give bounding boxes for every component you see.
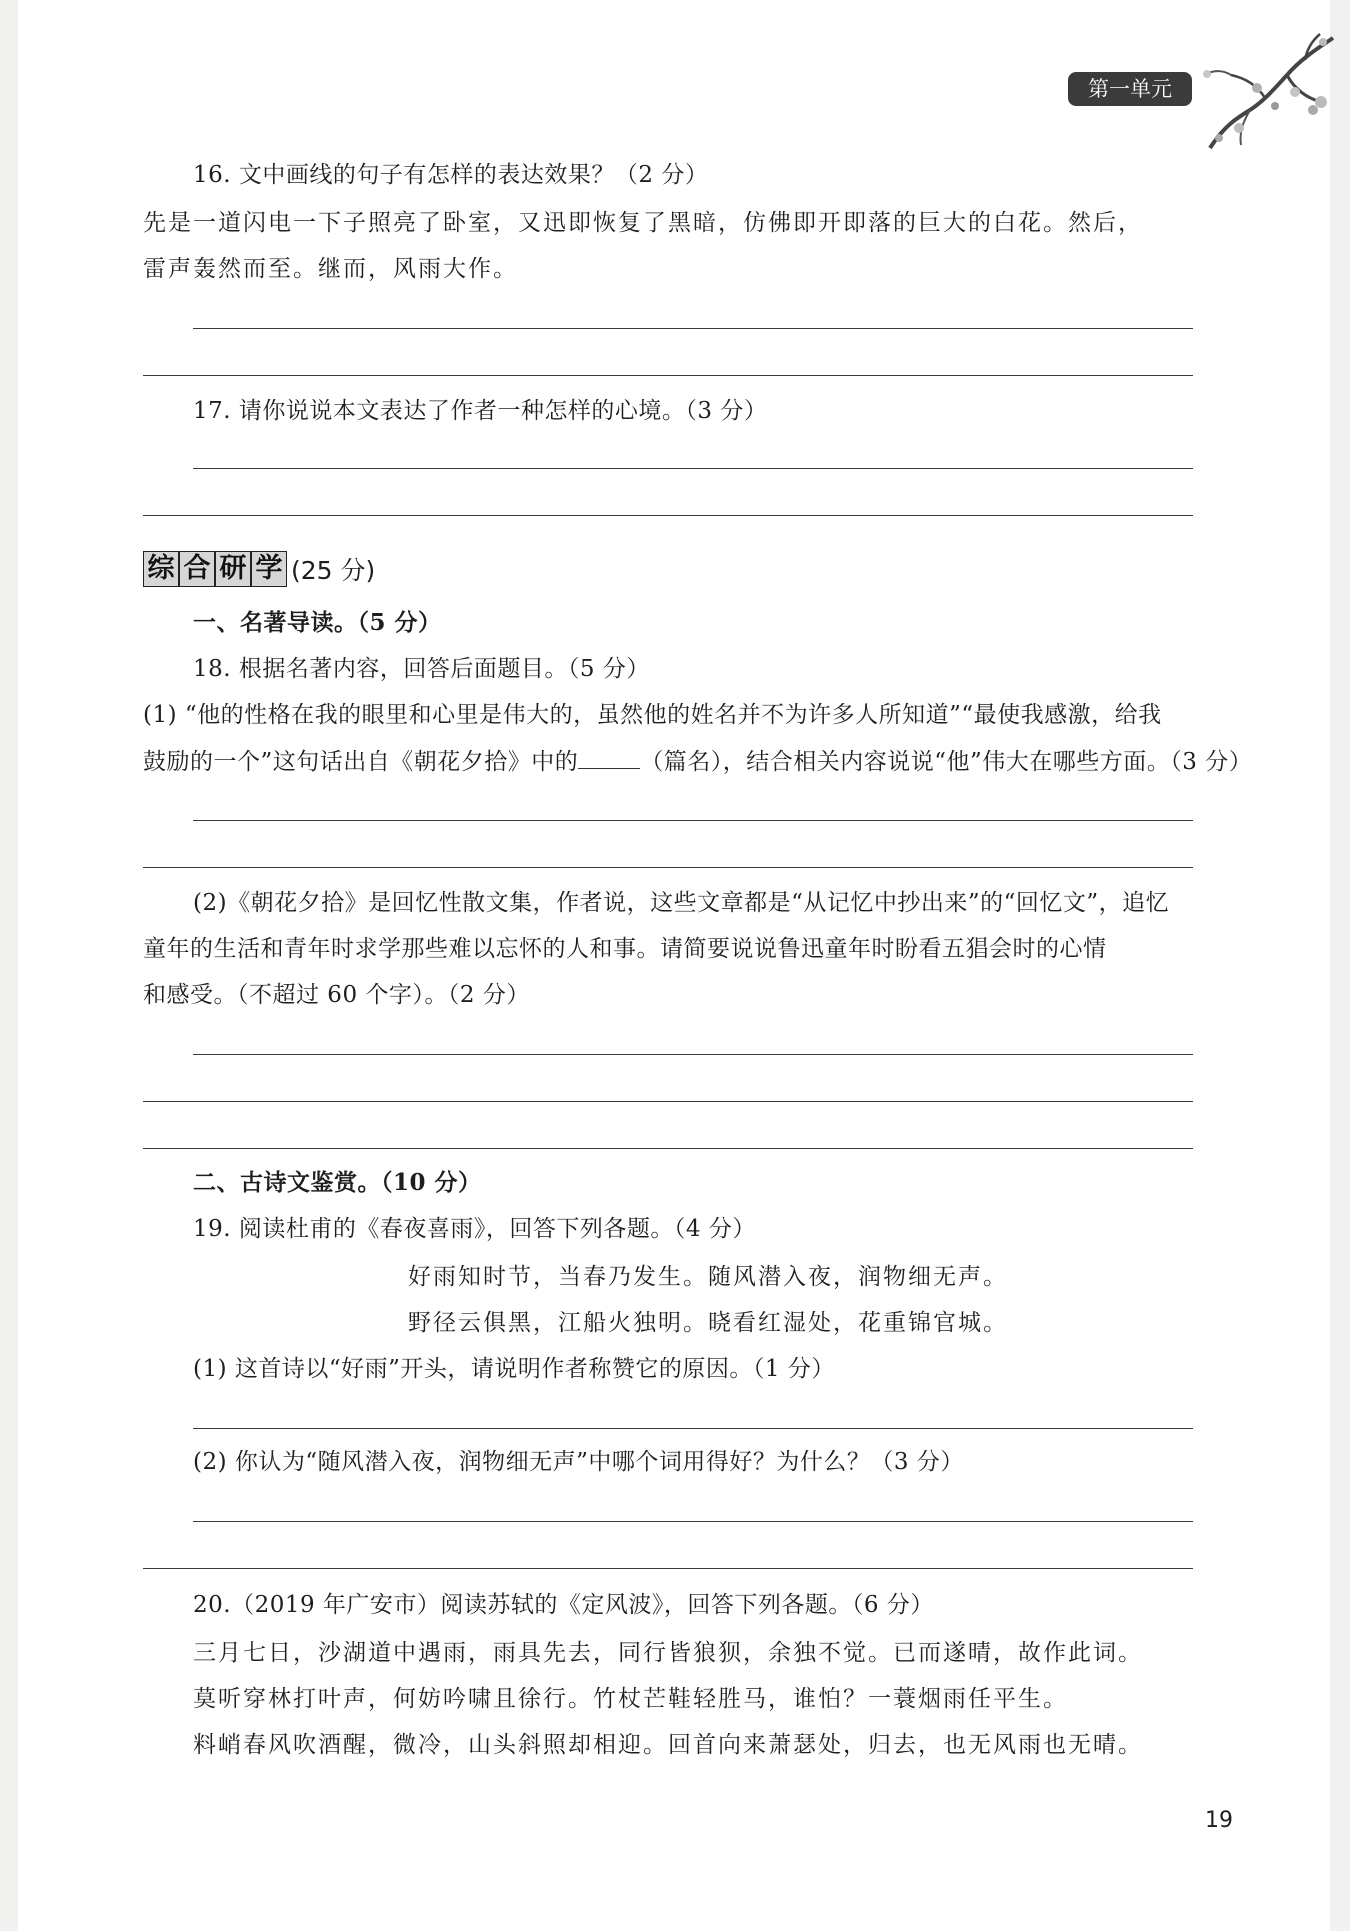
page-number: 19 [1205,1808,1233,1833]
answer-line[interactable] [193,468,1193,469]
section-title-char: 合 [179,551,215,587]
q18-sub2-line2: 童年的生活和青年时求学那些难以忘怀的人和事。请简要说说鲁迅童年时盼看五猖会时的心情 [143,936,1107,962]
q18-sub1-line1: (1) “他的性格在我的眼里和心里是伟大的，虽然他的姓名并不为许多人所知道”“最使我感激，给我 [143,702,1162,728]
answer-line[interactable] [193,1428,1193,1429]
q18-sub1-line2b: （篇名），结合相关内容说说“他”伟大在哪些方面。（3 分） [640,749,1253,775]
q18-sub1-line2a: 鼓励的一个”这句话出自《朝花夕拾》中的 [143,749,579,775]
section-heading [143,550,375,588]
q20-line3: 料峭春风吹酒醒，微冷，山头斜照却相迎。回首向来萧瑟处，归去，也无风雨也无晴。 [193,1732,1143,1758]
q19-question: 19. 阅读杜甫的《春夜喜雨》，回答下列各题。（4 分） [193,1216,756,1242]
q20-line1: 三月七日，沙湖道中遇雨，雨具先去，同行皆狼狈，余独不觉。已而遂晴，故作此词。 [193,1640,1143,1666]
q18-sub2-line3: 和感受。（不超过 60 个字）。（2 分） [143,982,530,1008]
q16-question: 16. 文中画线的句子有怎样的表达效果？（2 分） [193,162,709,188]
answer-line[interactable] [143,1568,1193,1569]
q19-sub2: (2) 你认为“随风潜入夜，润物细无声”中哪个词用得好？为什么？（3 分） [193,1449,964,1475]
q17-question: 17. 请你说说本文表达了作者一种怎样的心境。（3 分） [193,398,768,424]
answer-line[interactable] [143,375,1193,376]
plum-branch-icon [1195,30,1335,160]
answer-line[interactable] [143,515,1193,516]
q20-line2: 莫听穿林打叶声，何妨吟啸且徐行。竹杖芒鞋轻胜马，谁怕？一蓑烟雨任平生。 [193,1686,1068,1712]
answer-line[interactable] [193,328,1193,329]
answer-line[interactable] [193,1521,1193,1522]
q18-sub1-line2 [143,746,1252,777]
q20-question: 20.（2019 年广安市）阅读苏轼的《定风波》，回答下列各题。（6 分） [193,1592,934,1618]
answer-line[interactable] [193,820,1193,821]
q18-question: 18. 根据名著内容，回答后面题目。（5 分） [193,656,650,682]
fill-in-blank[interactable] [578,746,640,769]
section-title-char: 综 [143,551,179,587]
q19-poem-line1: 好雨知时节，当春乃发生。随风潜入夜，润物细无声。 [408,1264,1008,1290]
unit-badge: 第一单元 [1068,72,1192,106]
section-title-char: 研 [215,551,251,587]
q16-passage-line2: 雷声轰然而至。继而，风雨大作。 [143,256,518,282]
q18-sub2-line1: (2)《朝花夕拾》是回忆性散文集，作者说，这些文章都是“从记忆中抄出来”的“回忆文”，追忆 [193,890,1170,916]
section-score: (25 分) [291,556,376,585]
q16-passage-line1: 先是一道闪电一下子照亮了卧室，又迅即恢复了黑暗，仿佛即开即落的巨大的白花。然后， [143,210,1143,236]
answer-line[interactable] [143,867,1193,868]
answer-line[interactable] [193,1054,1193,1055]
answer-line[interactable] [143,1101,1193,1102]
part1-heading: 一、名著导读。（5 分） [193,609,442,636]
part2-heading: 二、古诗文鉴赏。（10 分） [193,1169,482,1196]
q19-poem-line2: 野径云俱黑，江船火独明。晓看红湿处，花重锦官城。 [408,1310,1008,1336]
section-title-char: 学 [251,551,287,587]
q19-sub1: (1) 这首诗以“好雨”开头，请说明作者称赞它的原因。（1 分） [193,1356,835,1382]
answer-line[interactable] [143,1148,1193,1149]
